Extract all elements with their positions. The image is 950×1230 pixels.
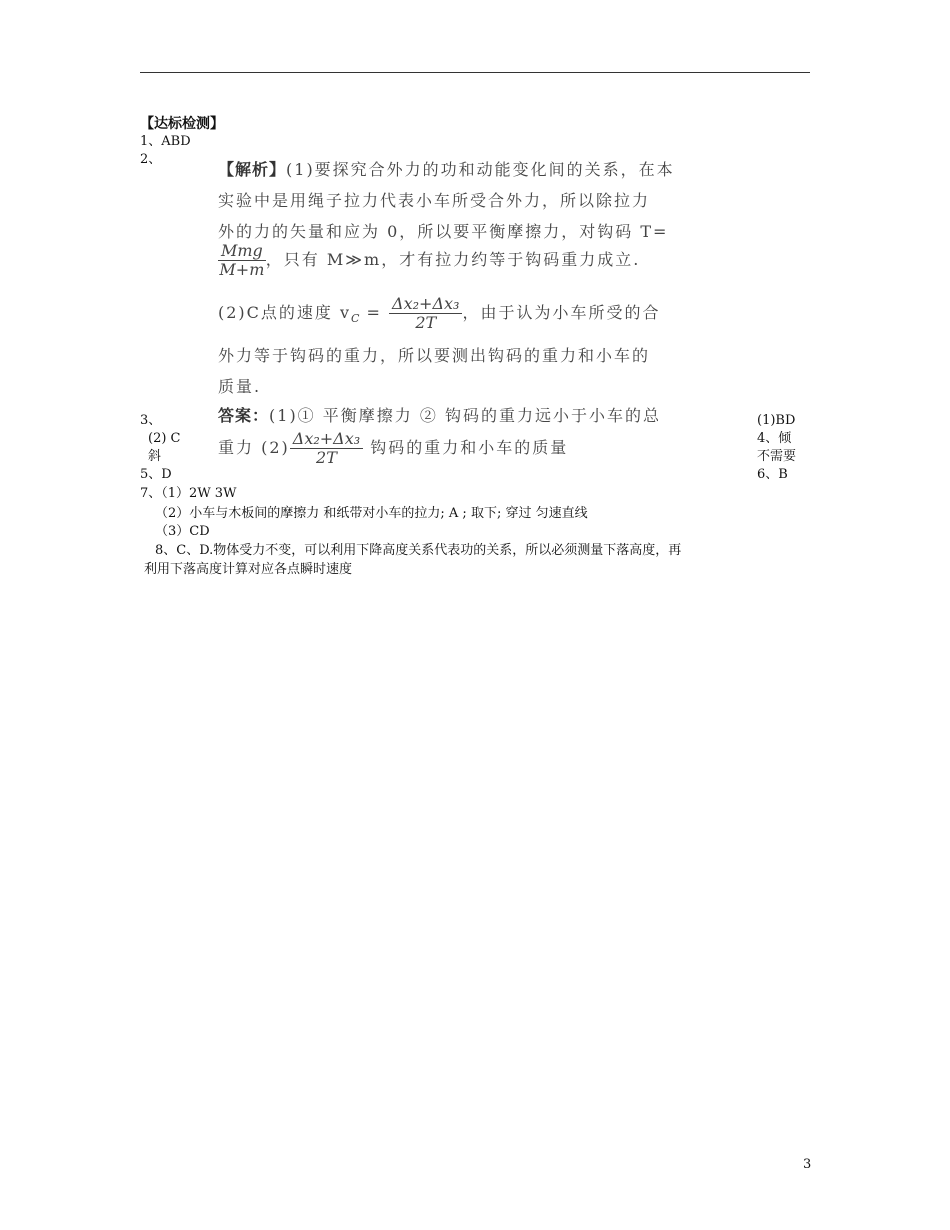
- analysis-line-3: 外的力的矢量和应为 0，所以要平衡摩擦力，对钩码 T=: [218, 222, 669, 241]
- analysis-line-6: 外力等于钩码的重力，所以要测出钩码的重力和小车的: [218, 346, 651, 365]
- answer-q3-left-a: (2) C: [148, 431, 181, 446]
- answer-q3-right: (1)BD: [757, 413, 796, 428]
- analysis-image: [214, 150, 734, 476]
- answer-q5: 5、D: [140, 467, 172, 482]
- answer-q2: 2、: [140, 152, 162, 167]
- fraction-answer-num: Δx₂+Δx₃: [290, 430, 363, 449]
- page-number: 3: [803, 1157, 812, 1172]
- answer-q3-left-b: 斜: [148, 449, 162, 464]
- velocity-subscript: C: [351, 312, 360, 326]
- analysis-line-5-pre: (2)C点的速度 v: [218, 303, 352, 322]
- fraction-velocity-num: Δx₂+Δx₃: [389, 295, 462, 314]
- answer-q4-b: 不需要: [757, 449, 797, 464]
- answer-q4-a: 4、倾: [757, 431, 792, 446]
- answer-label: 答案：: [218, 406, 270, 425]
- analysis-line-5-post: ，由于认为小车所受的合: [462, 303, 661, 322]
- answer-line-2-post: 钩码的重力和小车的质量: [363, 438, 569, 457]
- fraction-tension-num: Mmg: [218, 242, 266, 261]
- fraction-velocity: [389, 295, 462, 332]
- fraction-answer: [290, 430, 363, 467]
- answer-q7-2: （2）小车与木板间的摩擦力 和纸带对小车的拉力; A ; 取下; 穿过 匀速直线: [155, 506, 588, 521]
- analysis-line-4: ，只有 M≫m，才有拉力约等于钩码重力成立.: [265, 250, 641, 269]
- fraction-velocity-den: 2T: [415, 313, 437, 332]
- analysis-line-2: 实验中是用绳子拉力代表小车所受合外力，所以除拉力: [218, 191, 651, 210]
- answer-q8-b: 利用下落高度计算对应各点瞬时速度: [144, 562, 353, 577]
- answer-q7-1: 7、（1）2W 3W: [140, 486, 237, 501]
- equals-sign: =: [359, 303, 390, 322]
- answer-q8-a: 8、C、D.物体受力不变，可以利用下降高度关系代表功的关系，所以必须测量下落高度，再: [155, 543, 682, 558]
- answer-q6: 6、B: [757, 467, 788, 482]
- answer-line-1: (1)① 平衡摩擦力 ② 钩码的重力远小于小车的总: [269, 406, 661, 425]
- header-rule: [140, 72, 810, 73]
- fraction-tension-den: M+m: [219, 260, 265, 279]
- fraction-answer-den: 2T: [316, 448, 337, 467]
- fraction-tension: [218, 242, 266, 279]
- analysis-line-1: (1)要探究合外力的功和动能变化间的关系，在本: [286, 160, 675, 179]
- analysis-label: 【解析】: [218, 160, 287, 179]
- answer-line-2-pre: 重力 (2): [218, 438, 290, 457]
- answer-q3: 3、: [140, 413, 162, 428]
- answer-q1: 1、ABD: [140, 134, 191, 149]
- answer-q7-3: （3）CD: [155, 524, 210, 539]
- section-title: 【达标检测】: [140, 116, 224, 132]
- analysis-line-7: 质量.: [218, 377, 262, 396]
